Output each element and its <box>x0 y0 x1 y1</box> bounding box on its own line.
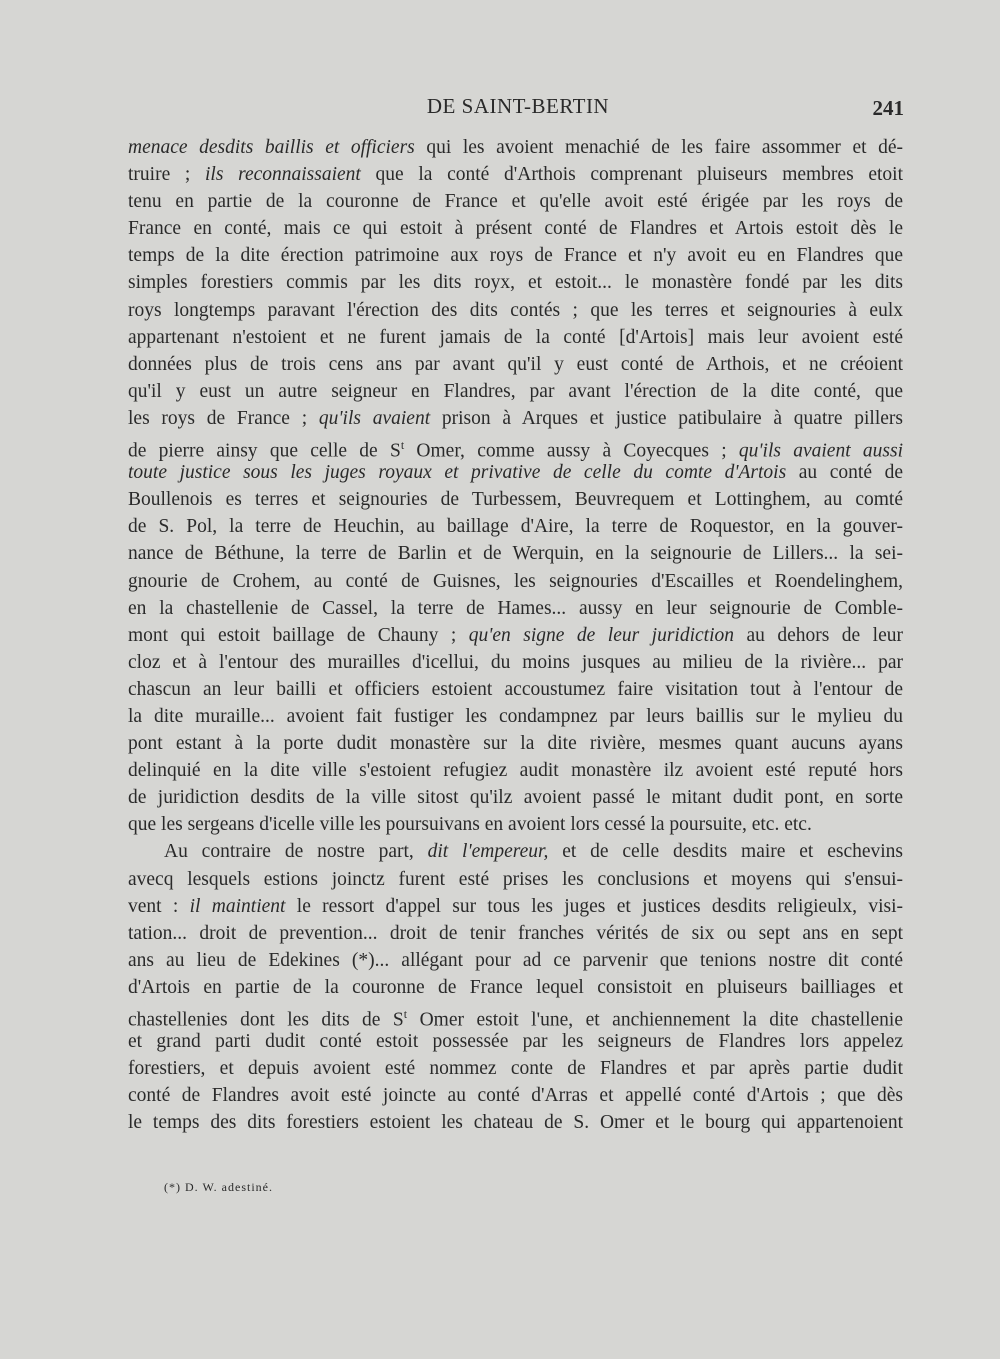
italic-text: qu'ils avaient <box>318 407 431 429</box>
superscript-text: t <box>403 1007 408 1021</box>
text-line <box>128 622 903 649</box>
text-line <box>128 540 903 567</box>
text-segment: qui les avoient menachié de les faire assommer et dé- <box>414 137 904 158</box>
text-segment: ans au lieu de Edekines (*)... allégant pour ad ce parvenir que tenions nostre dit conté <box>128 949 903 971</box>
text-segment: de S. Pol, la terre de Heuchin, au baillage d'Aire, la terre de Roquestor, en la gouver- <box>128 516 903 538</box>
footnote: (*) D. W. adestiné. <box>164 1180 273 1194</box>
text-line <box>128 1001 903 1031</box>
text-line <box>128 324 903 351</box>
text-segment: simples forestiers commis par les dits royx, et estoit... le monastère fondé par les dits <box>128 272 903 294</box>
text-segment: Omer, comme aussy à Coyecques ; <box>404 440 739 462</box>
text-segment: au dehors de leur <box>734 624 903 646</box>
text-line <box>128 1055 903 1082</box>
italic-text: toute justice sous les juges royaux et privative de celle du comte d'Artois <box>128 462 787 484</box>
text-segment: nance de Béthune, la terre de Barlin et de Werquin, en la seignourie de Lillers... la sei- <box>128 543 903 565</box>
text-segment: prison à Arques et justice patibulaire à quatre pillers <box>430 407 903 429</box>
text-segment: la dite muraille... avoient fait fustiger les condampnez par leurs baillis sur le mylieu du <box>128 705 903 727</box>
text-line <box>128 351 903 378</box>
text-line <box>128 893 903 920</box>
text-line <box>128 297 903 324</box>
text-line <box>128 378 903 405</box>
text-line <box>128 730 903 757</box>
text-segment: tation... droit de prevention... droit de tenir franches vérités de six ou sept ans en sept <box>128 922 903 944</box>
text-segment: le temps des dits forestiers estoient les chateau de S. Omer et le bourg qui appartenoient <box>128 1112 903 1134</box>
text-line <box>128 974 903 1001</box>
text-segment: avecq lesquels estions joinctz furent esté prises les conclusions et moyens qui s'ensui- <box>128 868 903 890</box>
text-line <box>128 188 903 215</box>
text-segment: Boullenois es terres et seignouries de Turbessem, Beuvrequem et Lottinghem, au comté <box>128 489 903 511</box>
text-segment: chastellenies dont les dits de S <box>128 1009 404 1031</box>
text-segment: de juridiction desdits de la ville sitost qu'ilz avoient passé le mitant dudit pont, en sorte <box>128 787 903 809</box>
text-segment: conté de Flandres avoit esté joincte au conté d'Arras et appellé conté d'Artois ; que dès <box>128 1085 903 1107</box>
text-segment: temps de la dite érection patrimoine aux roys de France et n'y avoit eu en Flandres que <box>128 245 903 267</box>
text-line <box>128 784 903 811</box>
text-line <box>128 215 903 242</box>
text-segment: et grand parti dudit conté estoit possessée par les seigneurs de Flandres lors appelez <box>128 1031 903 1053</box>
italic-text: ils reconnaissaient <box>204 164 361 186</box>
text-segment: que la conté d'Arthois comprenant pluiseurs membres etoit <box>360 164 903 186</box>
text-segment: France en conté, mais ce qui estoit à présent conté de Flandres et Artois estoit dès le <box>128 218 903 240</box>
text-line <box>128 432 903 462</box>
text-line <box>128 269 903 296</box>
italic-text: menace desdits baillis et officiers <box>128 137 415 158</box>
text-line <box>128 920 903 947</box>
text-line <box>128 568 903 595</box>
text-segment: tenu en partie de la couronne de France et qu'elle avoit esté érigée par les roys de <box>128 191 903 213</box>
text-segment: cloz et à l'entour des murailles d'icellui, du moins jusques au milieu de la rivière... par <box>128 651 903 673</box>
text-line <box>128 649 903 676</box>
text-segment: Omer estoit l'une, et anchiennement la dite chastellenie <box>407 1009 903 1031</box>
text-line <box>128 757 903 784</box>
italic-text: qu'ils avaient aussi <box>738 440 903 462</box>
text-segment: d'Artois en partie de la couronne de France lequel consistoit en pluiseurs bailliages et <box>128 976 903 998</box>
text-segment: en la chastellenie de Cassel, la terre de Hames... aussy en leur seignourie de Comble- <box>128 597 903 619</box>
italic-text: dit l'empereur, <box>427 841 549 863</box>
text-segment: delinquié en la dite ville s'estoient refugiez audit monastère ilz avoient esté reputé hors <box>128 760 903 782</box>
text-line <box>128 486 903 513</box>
text-segment: données plus de trois cens ans par avant qu'il y eust conté de Arthois, et ne créoient <box>128 353 903 375</box>
text-line <box>128 676 903 703</box>
text-line <box>128 513 903 540</box>
text-segment: que les sergeans d'icelle ville les poursuivans en avoient lors cessé la poursuite, etc. etc. <box>128 814 812 836</box>
italic-text: il maintient <box>189 895 286 917</box>
text-segment: gnourie de Crohem, au conté de Guisnes, les seignouries d'Escailles et Roendelinghem, <box>128 570 903 592</box>
text-segment: de pierre ainsy que celle de S <box>128 440 401 462</box>
text-segment: le ressort d'appel sur tous les juges et justices desdits religieulx, visi- <box>285 895 903 917</box>
text-line <box>128 1082 903 1109</box>
page-header-title: DE SAINT-BERTIN <box>426 94 610 118</box>
text-segment: forestiers, et depuis avoient esté nommez conte de Flandres et par après partie dudit <box>128 1058 903 1080</box>
text-line <box>128 838 903 865</box>
text-segment: les roys de France ; <box>128 407 319 429</box>
text-line <box>128 811 903 838</box>
text-segment: appartenant n'estoient et ne furent jamais de la conté [d'Artois] mais leur avoient esté <box>128 326 903 348</box>
text-segment: au conté de <box>786 462 903 484</box>
text-line <box>128 866 903 893</box>
page-number: 241 <box>872 96 904 120</box>
body-text <box>128 134 903 1136</box>
italic-text: qu'en signe de leur juridiction <box>468 624 734 646</box>
text-line <box>128 1109 903 1136</box>
text-line <box>128 947 903 974</box>
text-line <box>128 459 903 486</box>
text-segment: et de celle desdits maire et eschevins <box>548 841 904 863</box>
text-line <box>128 703 903 730</box>
text-segment: mont qui estoit baillage de Chauny ; <box>128 624 469 646</box>
text-segment: roys longtemps paravant l'érection des dits contés ; que les terres et seignouries à eulx <box>128 299 903 321</box>
text-segment: pont estant à la porte dudit monastère sur la dite rivière, mesmes quant aucuns ayans <box>128 733 903 755</box>
text-segment: chascun an leur bailli et officiers estoient accoustumez faire visitation tout à l'entour de <box>128 678 903 700</box>
text-segment: vent : <box>128 895 190 917</box>
text-line <box>128 1028 903 1055</box>
text-line <box>128 161 903 188</box>
text-line <box>128 595 903 622</box>
running-head <box>132 94 904 124</box>
text-line <box>128 134 903 161</box>
text-line <box>128 242 903 269</box>
text-line <box>128 405 903 432</box>
text-segment: Au contraire de nostre part, <box>164 841 428 863</box>
text-segment: truire ; <box>128 164 205 186</box>
superscript-text: t <box>400 438 405 453</box>
text-segment: qu'il y eust un autre seigneur en Flandres, par avant l'érection de la dite conté, que <box>128 380 903 402</box>
